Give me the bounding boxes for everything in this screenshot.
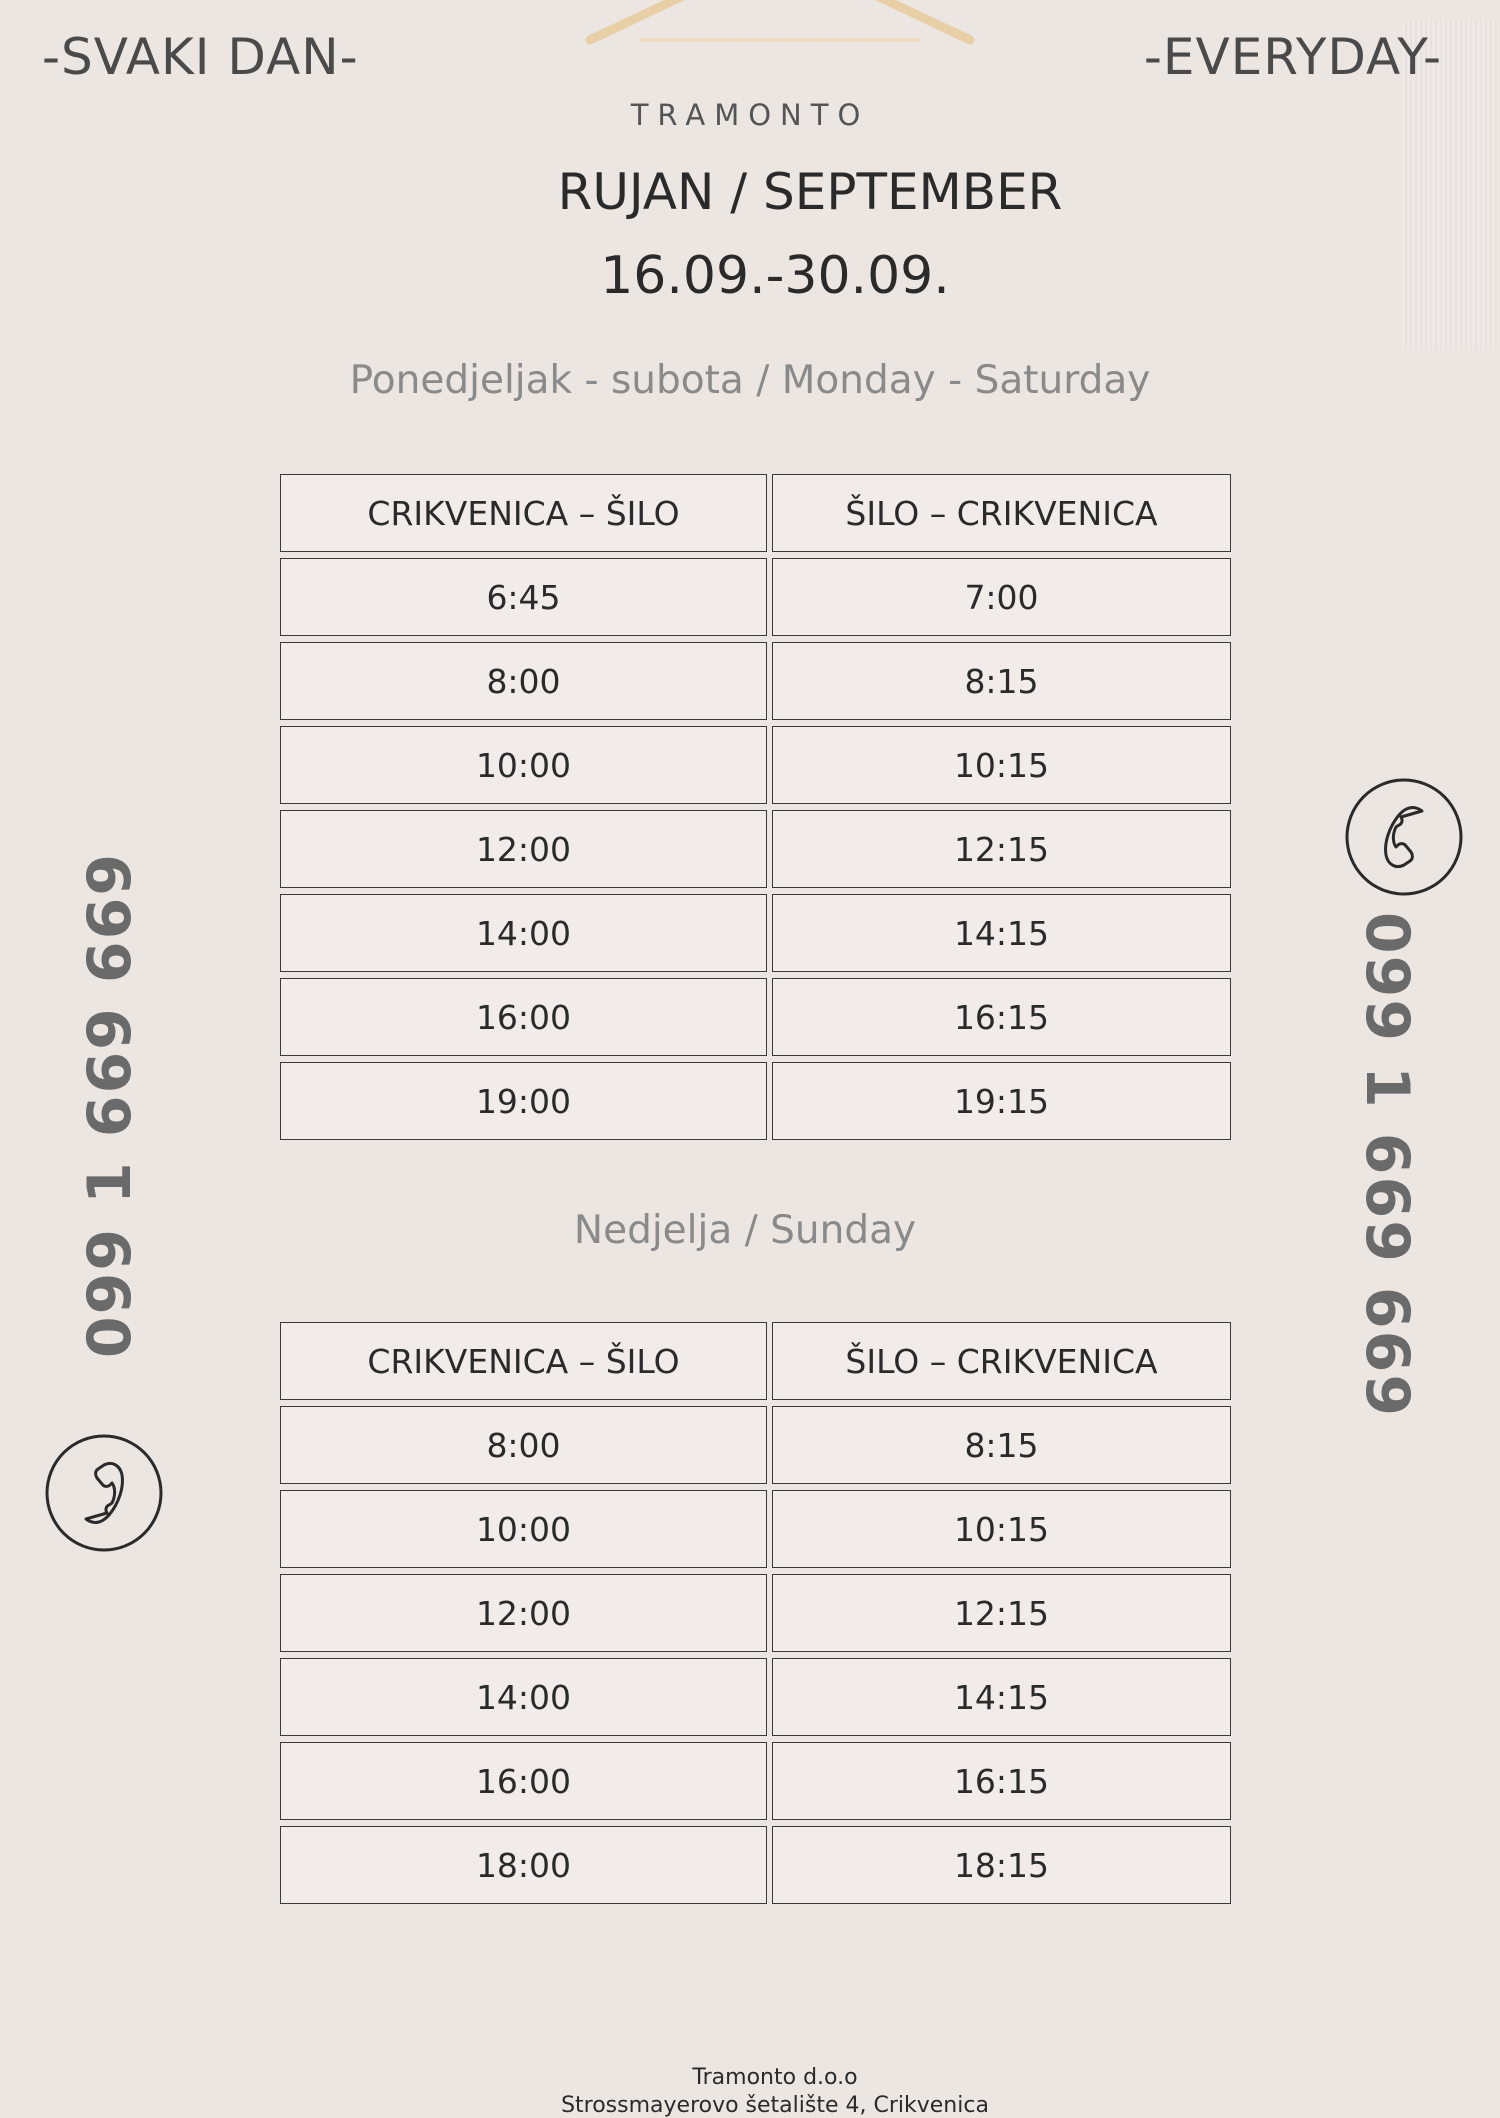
everyday-tag-en: -EVERYDAY-: [1143, 28, 1442, 86]
departure-time: 16:00: [280, 1742, 767, 1820]
everyday-tag-hr: -SVAKI DAN-: [42, 28, 359, 86]
table-row: [280, 1490, 1231, 1570]
departure-time: 16:00: [280, 978, 767, 1056]
return-time: 8:15: [772, 642, 1231, 720]
departure-time: 14:00: [280, 894, 767, 972]
departure-time: 10:00: [280, 1490, 767, 1568]
column-header-crikvenica-silo: CRIKVENICA – ŠILO: [280, 1322, 767, 1400]
return-time: 12:15: [772, 1574, 1231, 1652]
table-row: [280, 1062, 1231, 1142]
table-row: [280, 558, 1231, 638]
footer-company: Tramonto d.o.o: [692, 2065, 858, 2090]
sunday-timetable: [280, 1322, 1231, 1910]
return-time: 14:15: [772, 894, 1231, 972]
column-header-silo-crikvenica: ŠILO – CRIKVENICA: [772, 1322, 1231, 1400]
return-time: 8:15: [772, 1406, 1231, 1484]
table-header-row: [280, 474, 1231, 554]
table-row: [280, 894, 1231, 974]
table-row: [280, 642, 1231, 722]
departure-time: 8:00: [280, 1406, 767, 1484]
weekday-timetable: [280, 474, 1231, 1146]
return-time: 18:15: [772, 1826, 1231, 1904]
return-time: 16:15: [772, 978, 1231, 1056]
return-time: 14:15: [772, 1658, 1231, 1736]
table-row: [280, 1826, 1231, 1906]
departure-time: 14:00: [280, 1658, 767, 1736]
return-time: 10:15: [772, 1490, 1231, 1568]
return-time: 7:00: [772, 558, 1231, 636]
return-time: 10:15: [772, 726, 1231, 804]
departure-time: 19:00: [280, 1062, 767, 1140]
phone-number-left[interactable]: 099 1 669 669: [75, 851, 145, 1359]
table-row: [280, 810, 1231, 890]
table-row: [280, 1574, 1231, 1654]
sunday-label: Nedjelja / Sunday: [573, 1208, 917, 1253]
phone-icon[interactable]: [1344, 777, 1464, 897]
table-row: [280, 1406, 1231, 1486]
table-row: [280, 1658, 1231, 1738]
footer-address: Strossmayerovo šetalište 4, Crikvenica: [561, 2093, 989, 2118]
return-time: 16:15: [772, 1742, 1231, 1820]
phone-number-right[interactable]: 099 1 669 669: [1352, 911, 1422, 1419]
table-header-row: [280, 1322, 1231, 1402]
column-header-silo-crikvenica: ŠILO – CRIKVENICA: [772, 474, 1231, 552]
departure-time: 12:00: [280, 810, 767, 888]
table-row: [280, 978, 1231, 1058]
column-header-crikvenica-silo: CRIKVENICA – ŠILO: [280, 474, 767, 552]
brand-name: TRAMONTO: [630, 98, 870, 132]
phone-icon[interactable]: [44, 1433, 164, 1553]
table-row: [280, 726, 1231, 806]
departure-time: 6:45: [280, 558, 767, 636]
weekday-label: Ponedjeljak - subota / Monday - Saturday: [349, 358, 1151, 403]
departure-time: 12:00: [280, 1574, 767, 1652]
table-row: [280, 1742, 1231, 1822]
return-time: 19:15: [772, 1062, 1231, 1140]
departure-time: 18:00: [280, 1826, 767, 1904]
date-range: 16.09.-30.09.: [600, 246, 950, 306]
month-title: RUJAN / SEPTEMBER: [557, 163, 1063, 221]
departure-time: 10:00: [280, 726, 767, 804]
logo-roof-graphic: [580, 0, 980, 60]
return-time: 12:15: [772, 810, 1231, 888]
departure-time: 8:00: [280, 642, 767, 720]
